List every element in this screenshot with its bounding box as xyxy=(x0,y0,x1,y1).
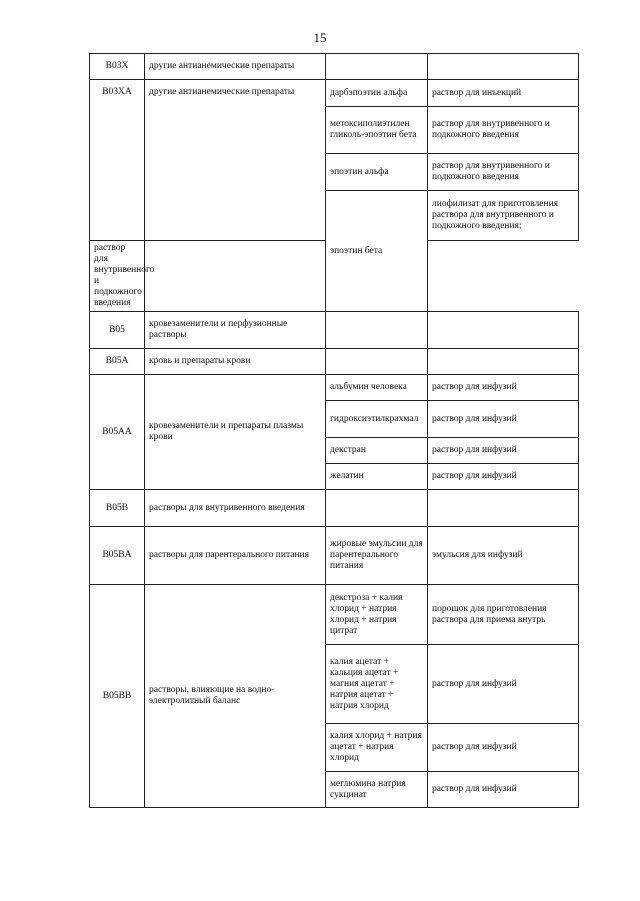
atc-code: B05AA xyxy=(90,375,145,490)
dosage-form: раствор для инъекций xyxy=(428,80,579,107)
atc-group: растворы для парентерального питания xyxy=(145,527,326,585)
dosage-form: раствор для инфузий xyxy=(428,464,579,490)
atc-code: B03X xyxy=(90,54,145,80)
table-row xyxy=(90,349,579,375)
drug-name: эпоэтин бета xyxy=(326,191,428,312)
dosage-form: раствор для инфузий xyxy=(428,772,579,808)
dosage-form: лиофилизат для приготовления раствора для внутривенного и подкожного введения; xyxy=(428,191,579,241)
drug-name: декстроза + калия хлорид + натрия хлорид + натрия цитрат xyxy=(326,585,428,645)
drug-name: метоксиполиэтилен гликоль-эпоэтин бета xyxy=(326,107,428,154)
drug-name: дарбэпоэтин альфа xyxy=(326,80,428,107)
table-row xyxy=(90,585,579,645)
atc-group: растворы для внутривенного введения xyxy=(145,490,326,527)
drug-name xyxy=(326,54,428,80)
dosage-form: раствор для внутривенного и подкожного введения xyxy=(428,107,579,154)
drug-name: декстран xyxy=(326,438,428,464)
drug-name: калия хлорид + натрия ацетат + натрия хлорид xyxy=(326,724,428,772)
atc-code: B05B xyxy=(90,490,145,527)
drug-name: меглюмина натрия сукцинат xyxy=(326,772,428,808)
dosage-form: раствор для внутривенного и подкожного введения xyxy=(428,154,579,191)
drug-name: жировые эмульсии для парентерального питания xyxy=(326,527,428,585)
dosage-form: раствор для инфузий xyxy=(428,645,579,724)
table-row xyxy=(90,490,579,527)
atc-group: кровезаменители и препараты плазмы крови xyxy=(145,375,326,490)
atc-code: B05 xyxy=(90,312,145,349)
dosage-form: порошок для приготовления раствора для приема внутрь xyxy=(428,585,579,645)
dosage-form: раствор для инфузий xyxy=(428,401,579,438)
drug-name: гидроксиэтилкрахмал xyxy=(326,401,428,438)
dosage-form: раствор для внутривенного и подкожного введения xyxy=(90,241,145,312)
table-row xyxy=(90,375,579,401)
table-row xyxy=(90,312,579,349)
dosage-form: раствор для инфузий xyxy=(428,375,579,401)
atc-group: другие антианемические препараты xyxy=(145,54,326,80)
table-row xyxy=(90,527,579,585)
drug-name: желатин xyxy=(326,464,428,490)
atc-code: B03XA xyxy=(90,80,145,241)
atc-code: B05A xyxy=(90,349,145,375)
drug-name: калия ацетат + кальция ацетат + магния ацетат + натрия ацетат + натрия хлорид xyxy=(326,645,428,724)
atc-group: растворы, влияющие на водно-электролитный баланс xyxy=(145,585,326,808)
dosage-form: раствор для инфузий xyxy=(428,438,579,464)
atc-code: B05BA xyxy=(90,527,145,585)
atc-group: кровь и препараты крови xyxy=(145,349,326,375)
table-row xyxy=(90,80,579,107)
drug-name: альбумин человека xyxy=(326,375,428,401)
page-number: 15 xyxy=(313,30,327,45)
drug-table xyxy=(89,53,579,808)
dosage-form: эмульсия для инфузий xyxy=(428,527,579,585)
table-row xyxy=(90,54,579,80)
dosage-form: раствор для инфузий xyxy=(428,724,579,772)
dosage-form xyxy=(428,54,579,80)
atc-code: B05BB xyxy=(90,585,145,808)
atc-group: другие антианемические препараты xyxy=(145,80,326,241)
drug-name: эпоэтин альфа xyxy=(326,154,428,191)
atc-group: кровезаменители и перфузионные растворы xyxy=(145,312,326,349)
